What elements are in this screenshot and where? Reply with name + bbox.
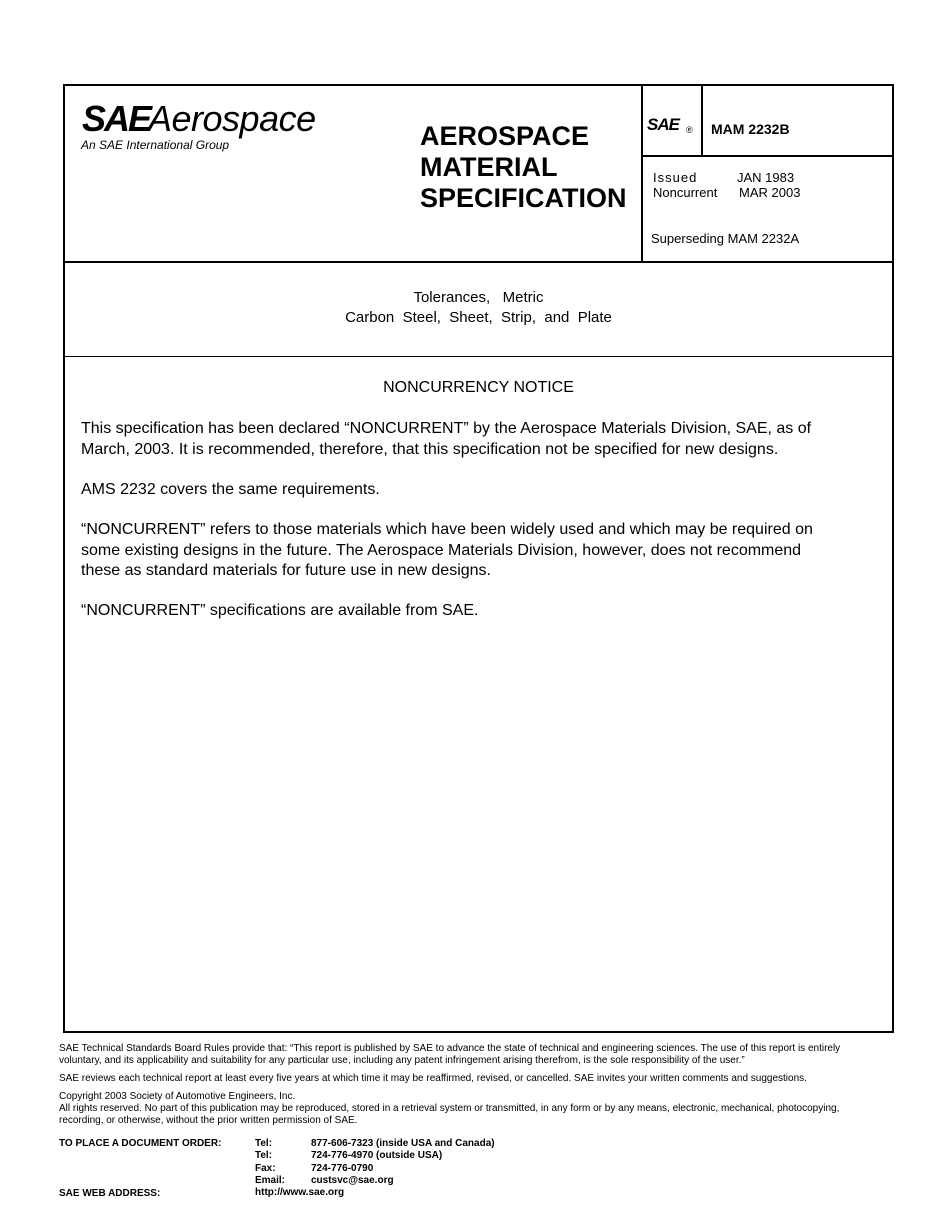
notice-paragraph-3-line-3: these as standard materials for future use in new designs. [81,562,491,579]
subject-divider [63,356,894,357]
contact-value-tel-1: 877-606-7323 (inside USA and Canada) [311,1138,495,1149]
superseding-note: Superseding MAM 2232A [651,231,800,246]
spec-title [420,121,627,214]
header-vertical-divider [641,84,643,263]
notice-paragraph-3 [81,520,881,582]
contact-values [311,1138,495,1187]
sae-logo: SAE [82,98,151,139]
document-number: MAM 2232B [711,121,790,137]
header-divider [63,261,894,263]
copyright-text [59,1091,919,1127]
notice-title: NONCURRENCY NOTICE [383,379,574,396]
notice-paragraph-3-line-2: some existing designs in the future. The Aerospace Materials Division, however, does not recommend [81,541,802,559]
contact-label-fax: Fax: [255,1162,276,1174]
issued-label: Issued [653,170,698,185]
contact-value-tel-2: 724-776-4970 (outside USA) [311,1150,443,1162]
board-rules-text [59,1043,919,1067]
logo-subtitle: An SAE International Group [81,138,230,152]
noncurrent-label: Noncurrent [653,185,718,200]
board-rules-line-1: SAE Technical Standards Board Rules provide that: “This report is published by SAE to advance the state of technical and engineering sciences. The use of this report is entirely [59,1043,841,1054]
notice-paragraph-1-line-1: This specification has been declared “NONCURRENT” by the Aerospace Materials Division, SAE, as of [81,420,812,437]
notice-paragraph-1 [81,419,881,460]
spec-title-line-3: SPECIFICATION [420,183,627,213]
issue-dates [653,170,800,200]
order-label: TO PLACE A DOCUMENT ORDER: [59,1138,222,1149]
registered-mark: ® [686,125,693,135]
noncurrent-date: MAR 2003 [739,185,801,200]
notice-paragraph-4: “NONCURRENT” specifications are available from SAE. [81,602,479,619]
contact-label-tel-2: Tel: [255,1150,273,1162]
copyright-line: Copyright 2003 Society of Automotive Engineers, Inc. [59,1091,296,1102]
issued-date: JAN 1983 [737,170,795,185]
board-rules-line-2: voluntary, and its applicability and suitability for any particular use, including any patent infringement arising therefrom, is the sole responsibility of the user.” [59,1055,745,1066]
notice-paragraph-1-line-2: March, 2003. It is recommended, therefore, that this specification not be specified for new designs. [81,440,779,458]
notice-paragraph-2: AMS 2232 covers the same requirements. [81,481,380,498]
logo-cell-divider [701,84,703,157]
sae-mini-logo: SAE [647,115,679,134]
rights-line-2: recording, or otherwise, without the prior written permission of SAE. [59,1115,358,1126]
contact-label-email: Email: [255,1174,286,1186]
contact-value-fax: 724-776-0790 [311,1162,374,1174]
notice-paragraph-3-line-1: “NONCURRENT” refers to those materials which have been widely used and which may be required on [81,521,813,538]
contact-value-email[interactable]: custsvc@sae.org [311,1174,394,1186]
web-address-label: SAE WEB ADDRESS: [59,1188,161,1199]
rights-line-1: All rights reserved. No part of this publication may be reproduced, stored in a retrieval system or transmitted, in any form or by any means, electronic, mechanical, photocopying, [59,1103,840,1114]
docnum-cell-divider [641,155,894,157]
spec-title-line-2: MATERIAL [420,152,558,182]
spec-title-line-1: AEROSPACE [420,121,590,151]
web-url[interactable]: http://www.sae.org [255,1187,345,1199]
subject-line-1: Tolerances, Metric [413,289,544,306]
contact-label-tel-1: Tel: [255,1138,273,1149]
review-text: SAE reviews each technical report at least every five years at which time it may be reaffirmed, revised, or cancelled. SAE invites your written comments and suggestions. [59,1073,807,1084]
aerospace-logo-text: Aerospace [148,98,316,139]
subject-line-2: Carbon Steel, Sheet, Strip, and Plate [345,309,612,326]
